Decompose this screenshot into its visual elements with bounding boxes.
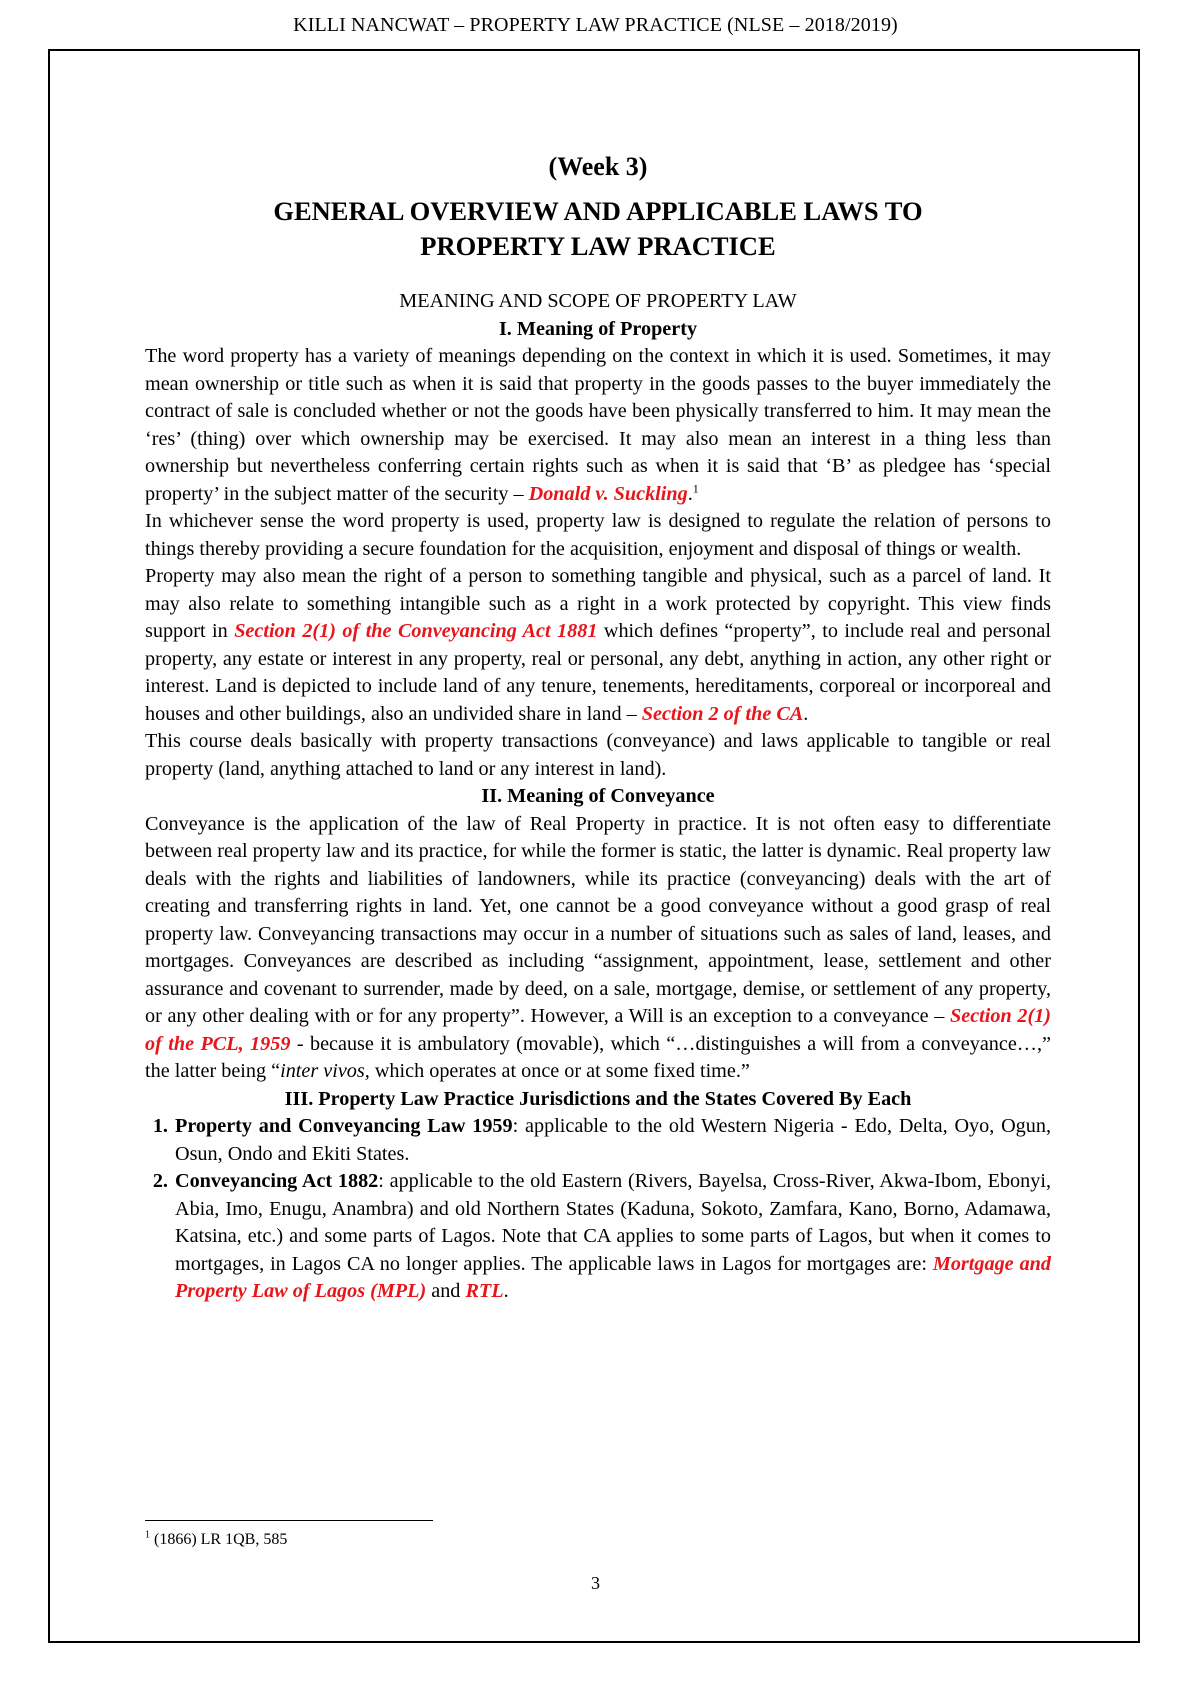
paragraph-property-meanings: [145, 343, 1051, 508]
title-line-2: PROPERTY LAW PRACTICE: [420, 231, 776, 261]
paragraph-conveyance: [145, 811, 1051, 1086]
list-item-text: : applicable to the old Western Nigeria - Edo, Delta, Oyo, Ogun, Osun, Ondo and Ekiti States.: [175, 1115, 1051, 1165]
italic-term-inter-vivos: inter vivos,: [280, 1060, 370, 1082]
paragraph-text: The word property has a variety of meanings depending on the context in which it is used. Sometimes, it may mean ownership or title such as when it is said that property in the goods passes to the buyer immediately the contract of sale is concluded whether or not the goods have been physically transferred to him. It may mean the ‘res’ (thing) over which ownership may be exercised. It may also mean an interest in a thing less than ownership but nevertheless conferring certain rights such as when it is said that ‘B’ as pledgee has ‘special property’ in the subject matter of the security –: [145, 345, 1051, 505]
list-item: [173, 1113, 1051, 1168]
list-item-text: and: [426, 1280, 466, 1302]
footnote: [145, 1531, 287, 1549]
paragraph-course-scope: This course deals basically with property transactions (conveyance) and laws applicable to tangible or real property (land, anything attached to land or any interest in land).: [145, 730, 1051, 780]
heading-jurisdictions: III. Property Law Practice Jurisdictions and the States Covered By Each: [284, 1087, 912, 1110]
paragraph-tangible-intangible: [145, 563, 1051, 728]
statute-reference-rtl: RTL: [465, 1280, 504, 1302]
footnote-text: (1866) LR 1QB, 585: [150, 1531, 288, 1548]
running-header: KILLI NANCWAT – PROPERTY LAW PRACTICE (NLSE – 2018/2019): [293, 14, 898, 36]
punctuation: .: [803, 702, 809, 725]
punctuation: .: [503, 1280, 509, 1302]
page-number: 3: [591, 1573, 600, 1593]
section-title: MEANING AND SCOPE OF PROPERTY LAW: [399, 290, 797, 312]
heading-meaning-of-conveyance: II. Meaning of Conveyance: [481, 785, 715, 807]
statute-reference-mpl: Mortgage and Property Law of Lagos (MPL): [175, 1252, 1051, 1302]
title-line-1: GENERAL OVERVIEW AND APPLICABLE LAWS TO: [273, 196, 923, 226]
page-title: [145, 194, 1051, 264]
document-body: [145, 150, 1051, 1306]
statute-reference-section-2-ca: Section 2 of the CA: [641, 702, 804, 725]
paragraph-text: which defines “property”, to include real and personal property, any estate or interest in any property, real or personal, any debt, anything in action, any other right or interest. Land is depicted to include land of any tenure, tenements, hereditaments, corporeal or incorporeal and houses and other buildings, also an undivided share in land –: [145, 620, 1051, 725]
jurisdictions-list: [145, 1113, 1051, 1306]
statute-reference-conveyancing-act: Section 2(1) of the Conveyancing Act 1881: [234, 620, 598, 642]
paragraph-text: which operates at once or at some fixed time.”: [369, 1060, 750, 1082]
paragraph-text: Property may also mean the right of a person to something tangible and physical, such as a parcel of land. It may also relate to something intangible such as a right in a work protected by copyright. This view finds support in: [145, 565, 1051, 642]
list-item: [173, 1168, 1051, 1306]
week-label: (Week 3): [548, 152, 648, 181]
heading-meaning-of-property: I. Meaning of Property: [498, 317, 698, 340]
footnote-marker: 1: [692, 480, 699, 495]
paragraph-property-law-purpose: In whichever sense the word property is used, property law is designed to regulate the relation of persons to things thereby providing a secure foundation for the acquisition, enjoyment and disposal of things or wealth.: [145, 510, 1051, 560]
case-reference-donald-v-suckling: Donald v. Suckling: [528, 482, 688, 505]
footnote-separator: [145, 1520, 433, 1521]
list-item-title: Conveyancing Act 1882: [175, 1170, 379, 1192]
list-item-text: : applicable to the old Eastern (Rivers, Bayelsa, Cross-River, Akwa-Ibom, Ebonyi, Abia, Imo, Enugu, Anambra) and old Northern States (Kaduna, Sokoto, Zamfara, Kano, Borno, Adamawa, Katsina, etc.) and some parts of Lagos. Note that CA applies to some parts of Lagos, but when it comes to mortgages, in Lagos CA no longer applies. The applicable laws in Lagos for mortgages are:: [175, 1170, 1051, 1275]
statute-reference-pcl-1959: Section 2(1) of the PCL, 1959: [145, 1005, 1051, 1055]
paragraph-text: Conveyance is the application of the law of Real Property in practice. It is not often easy to differentiate between real property law and its practice, for while the former is static, the latter is dynamic. Real property law deals with the rights and liabilities of landowners, while its practice (conveyancing) deals with the art of creating and transferring rights in land. Yet, one cannot be a good conveyance without a good grasp of real property law. Conveyancing transactions may occur in a number of situations such as sales of land, leases, and mortgages. Conveyances are described as including “assignment, appointment, lease, settlement and other assurance and covenant to surrender, made by deed, on a sale, mortgage, demise, or settlement of any property, or any other dealing with or for any property”. However, a Will is an exception to a conveyance –: [145, 812, 1051, 1027]
paragraph-text: - because it is ambulatory (movable), which “…distinguishes a will from a conveyance…,” the latter being “: [145, 1032, 1051, 1082]
footnote-number: 1: [145, 1529, 150, 1541]
list-item-title: Property and Conveyancing Law 1959: [175, 1115, 513, 1137]
punctuation: .: [687, 482, 693, 505]
